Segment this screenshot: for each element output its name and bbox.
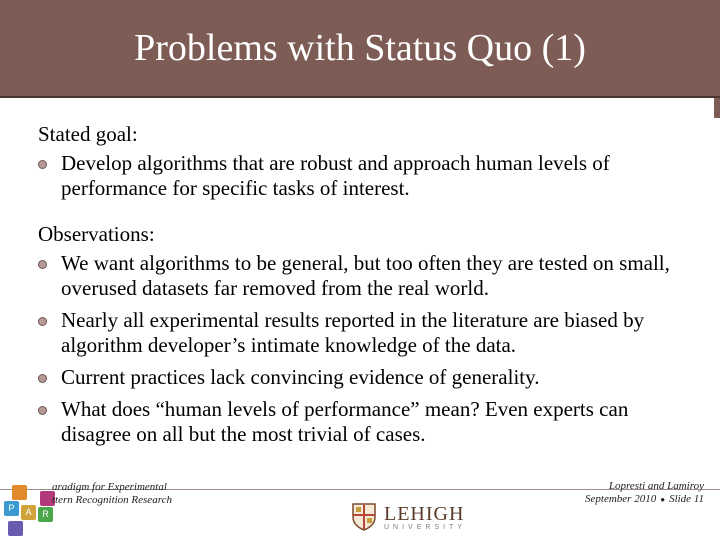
bullet-text: Nearly all experimental results reported in the literature are biased by algorithm developer’s intimate knowledge of the data. [61,308,645,357]
bullet-icon [38,160,47,169]
bullet-item [38,308,688,358]
logo-block-letter-p: P [4,501,19,516]
bullet-item [38,397,688,447]
title-bar [0,0,720,96]
shield-icon [352,503,376,531]
separator-dot-icon: ● [660,495,666,504]
bullet-icon [38,317,47,326]
slide-body [38,122,688,454]
footer-date-slide [585,493,704,506]
bullet-text: What does “human levels of performance” mean? Even experts can disagree on all but the most trivial of cases. [61,397,629,446]
logo-block [12,485,27,500]
footer-title-line: ttern Recognition Research [52,494,172,506]
logo-block-letter-r: R [38,507,53,522]
lehigh-wordmark: LEHIGH [384,503,465,525]
observations-heading: Observations: [38,222,155,246]
bullet-item [38,251,688,301]
footer-info [585,480,704,506]
footer-date: September 2010 [585,493,657,505]
bullet-text: Develop algorithms that are robust and approach human levels of performance for specific tasks of interest. [61,151,610,200]
footer-slide-number: Slide 11 [669,493,704,505]
footer-title-line: aradigm for Experimental [52,481,167,493]
header-accent [714,88,720,118]
title-divider [0,96,720,98]
bullet-text: We want algorithms to be general, but too often they are tested on small, overused datasets far removed from the real world. [61,251,670,300]
bullet-item [38,151,688,201]
slide-title: Problems with Status Quo (1) [134,27,586,69]
bullet-text: Current practices lack convincing evidence of generality. [61,365,540,389]
bullet-icon [38,374,47,383]
logo-block-letter-a: A [21,505,36,520]
bullet-icon [38,406,47,415]
logo-block [8,521,23,536]
footer-title [52,481,172,507]
bullet-icon [38,260,47,269]
lehigh-subtext: UNIVERSITY [384,524,467,531]
lehigh-logo [352,503,472,533]
stated-goal-heading: Stated goal: [38,122,138,146]
bullet-item [38,365,688,390]
footer-authors: Lopresti and Lamiroy [608,480,704,492]
